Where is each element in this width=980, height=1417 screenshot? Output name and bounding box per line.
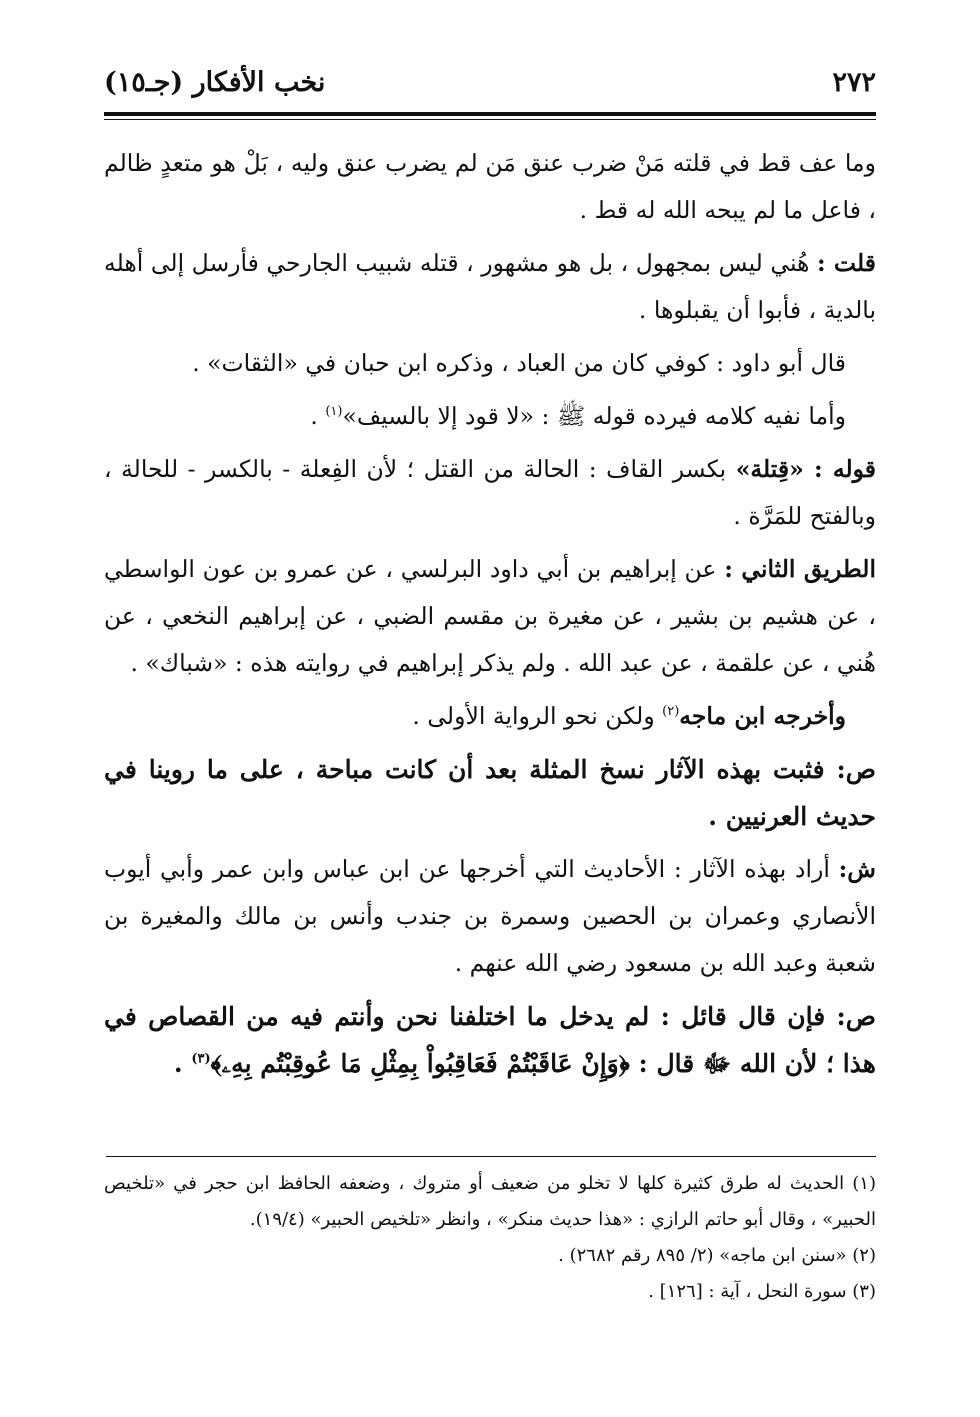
paragraph-text: ص: فإن قال قائل : لم يدخل ما اختلفنا نحن وأنتم فيه من القصاص في هذا ؛ لأن الله ﷻ قال : ﴿وَإِنْ عَاقَبْتُمْ فَعَاقِبُواْ بِمِثْلِ مَا عُوقِبْتُم بِهِۦ﴾ (104, 1002, 876, 1078)
paragraph-lead: قوله : «قِتلة» (735, 455, 877, 483)
header-rule-thin (104, 119, 876, 120)
paragraph-tail: . (310, 402, 326, 430)
paragraph-text: ص: فثبت بهذه الآثار نسخ المثلة بعد أن كانت مباحة ، على ما روينا في حديث العرنيين . (104, 755, 876, 831)
paragraph (104, 393, 876, 440)
footnote: (١) الحديث له طرق كثيرة كلها لا تخلو من ضعيف أو متروك ، وضعفه الحافظ ابن حجر في «تلخيص الحبير» ، وقال أبو حاتم الرازي : «هذا حديث منكر» ، وانظر «تلخيص الحبير» (١٩/٤). (104, 1173, 876, 1230)
paragraph-text: عن إبراهيم بن أبي داود البرلسي ، عن عمرو بن عون الواسطي ، عن هشيم بن بشير ، عن مغيرة بن مقسم الضبي ، عن إبراهيم النخعي ، عن هُني ، عن علقمة ، عن عبد الله . ولم يذكر إبراهيم في روايته هذه : «شباك» . (104, 555, 876, 677)
paragraph (104, 846, 876, 987)
paragraph-text: هُني ليس بمجهول ، بل هو مشهور ، قتله شبيب الجارحي فأرسل إلى أهله بالدية ، فأبوا أن يقبلوها . (104, 249, 876, 324)
paragraph-text: وما عف قط في قلته مَنْ ضرب عنق مَن لم يضرب عنق وليه ، بَلْ هو متعدٍ ظالم ، فاعل ما لم يبحه الله له قط . (104, 149, 876, 224)
paragraph (104, 240, 876, 334)
paragraph-lead: قلت : (816, 249, 876, 277)
footnote-separator (106, 1156, 876, 1157)
paragraph (104, 340, 876, 387)
book-title: نخب الأفكار (جـ١٥) (104, 66, 326, 98)
paragraph-text: قال أبو داود : كوفي كان من العباد ، وذكره ابن حبان في «الثقات» . (192, 349, 846, 377)
page-header (104, 62, 876, 102)
paragraph-tail: . (173, 1049, 192, 1078)
footnote-ref[interactable]: (٢) (662, 704, 680, 720)
footnote: (٣) سورة النحل ، آية : [١٢٦] . (648, 1281, 876, 1302)
page-number: ٢٧٢ (832, 66, 876, 98)
paragraph (104, 546, 876, 687)
paragraph-tail: ولكن نحو الرواية الأولى . (412, 702, 663, 730)
paragraph (104, 693, 876, 740)
footnote: (٢) «سنن ابن ماجه» (٢/ ٨٩٥ رقم ٢٦٨٢) . (558, 1245, 876, 1266)
footnote-ref[interactable]: (٣) (191, 1051, 211, 1067)
footnote-ref[interactable]: (١) (325, 404, 343, 420)
matn-paragraph (104, 993, 876, 1087)
main-text (104, 140, 876, 1093)
paragraph-text: بكسر القاف : الحالة من القتل ؛ لأن الفِعلة - بالكسر - للحالة ، وبالفتح للمَرَّة . (104, 455, 876, 530)
paragraph-text: أراد بهذه الآثار : الأحاديث التي أخرجها عن ابن عباس وابن عمر وأبي أيوب الأنصاري وعمران بن الحصين وسمرة بن جندب وأنس بن مالك والمغيرة بن شعبة وعبد الله بن مسعود رضي الله عنهم . (104, 855, 876, 977)
paragraph-lead: وأخرجه ابن ماجه (679, 702, 846, 730)
paragraph (104, 446, 876, 540)
paragraph (104, 140, 876, 234)
paragraph-text: وأما نفيه كلامه فيرده قوله ﷺ : «لا قود إلا بالسيف» (342, 402, 846, 430)
footnotes (104, 1166, 876, 1310)
paragraph-lead: الطريق الثاني : (724, 555, 876, 583)
matn-paragraph (104, 746, 876, 840)
paragraph-lead: ش: (838, 855, 876, 883)
header-rule-thick (104, 112, 876, 116)
